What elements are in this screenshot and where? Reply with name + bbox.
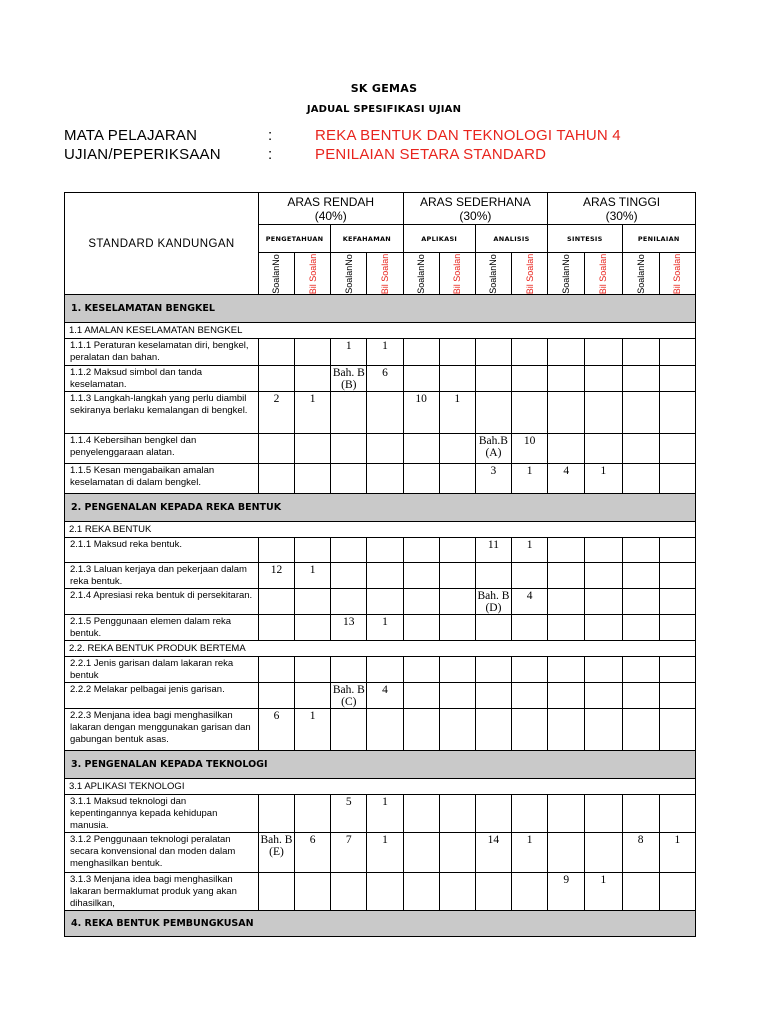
standard-description: 2.2.2 Melakar pelbagai jenis garisan. (65, 683, 259, 709)
section-title: 1. KESELAMATAN BENGKEL (65, 295, 696, 323)
soalan-no-cell (548, 538, 585, 563)
group-header-aras-tinggi: ARAS TINGGI (30%) (548, 193, 696, 225)
subheader-penilaian: PENILAIAN (622, 225, 695, 253)
bil-soalan-cell (659, 538, 695, 563)
soalan-no-cell (331, 563, 367, 589)
standard-description: 1.1.1 Peraturan keselamatan diri, bengkel, peralatan dan bahan. (65, 339, 259, 366)
soalan-no-cell (548, 563, 585, 589)
soalan-no-cell (622, 392, 659, 434)
bil-soalan-cell (439, 538, 475, 563)
bil-soalan-cell: 1 (367, 833, 403, 873)
soalan-no-cell (331, 873, 367, 911)
soalan-no-cell (403, 683, 439, 709)
table-row (65, 366, 696, 392)
standard-description: 3.1.2 Penggunaan teknologi peralatan secara konvensional dan moden dalam menghasilkan bentuk. (65, 833, 259, 873)
group-header-aras-sederhana: ARAS SEDERHANA (30%) (403, 193, 548, 225)
soalan-no-cell (403, 339, 439, 366)
bil-soalan-cell: 6 (367, 366, 403, 392)
bil-soalan-cell (295, 657, 331, 683)
soalan-no-cell (548, 657, 585, 683)
soalan-no-cell (331, 657, 367, 683)
bil-soalan-cell (439, 795, 475, 833)
soalan-no-cell (548, 709, 585, 751)
soalan-no-cell: 8 (622, 833, 659, 873)
soalan-no-cell: 2 (258, 392, 294, 434)
standard-description: 2.1.4 Apresiasi reka bentuk di persekitaran. (65, 589, 259, 615)
subsection-row (65, 323, 696, 339)
standard-description: 1.1.3 Langkah-langkah yang perlu diambil sekiranya berlaku kemalangan di bengkel. (65, 392, 259, 434)
bil-soalan-cell (367, 434, 403, 464)
subject-label: MATA PELAJARAN (64, 127, 198, 144)
table-row (65, 434, 696, 464)
soalan-no-cell: 1 (331, 339, 367, 366)
bil-soalan-cell (439, 657, 475, 683)
table-row (65, 833, 696, 873)
bil-soalan-cell (439, 464, 475, 494)
soalan-no-cell (622, 709, 659, 751)
soalan-no-cell (475, 563, 511, 589)
soalan-no-cell (403, 709, 439, 751)
bil-soalan-cell: 6 (295, 833, 331, 873)
soalan-no-cell (548, 589, 585, 615)
bil-soalan-cell (659, 464, 695, 494)
bil-soalan-cell (585, 392, 622, 434)
bil-soalan-cell (585, 833, 622, 873)
bil-soalan-cell (659, 657, 695, 683)
exam-value: PENILAIAN SETARA STANDARD (315, 146, 547, 163)
bil-soalan-cell (585, 709, 622, 751)
soalan-no-cell (475, 339, 511, 366)
col-bil-soalan: Bil Soalan (295, 253, 331, 295)
bil-soalan-cell (439, 833, 475, 873)
table-row (65, 339, 696, 366)
soalan-no-cell: 6 (258, 709, 294, 751)
soalan-no-cell (403, 873, 439, 911)
bil-soalan-cell (659, 434, 695, 464)
section-title: 2. PENGENALAN KEPADA REKA BENTUK (65, 494, 696, 522)
soalan-no-cell (403, 615, 439, 641)
bil-soalan-cell (659, 615, 695, 641)
soalan-no-cell (258, 339, 294, 366)
table-row (65, 615, 696, 641)
bil-soalan-cell (659, 683, 695, 709)
col-soalan-no: SoalanNo (331, 253, 367, 295)
bil-soalan-cell (512, 873, 548, 911)
soalan-no-cell (258, 795, 294, 833)
section-title: 3. PENGENALAN KEPADA TEKNOLOGI (65, 751, 696, 779)
subsection-row (65, 641, 696, 657)
soalan-no-cell: 12 (258, 563, 294, 589)
bil-soalan-cell (512, 366, 548, 392)
bil-soalan-cell (439, 589, 475, 615)
standard-kandungan-header: STANDARD KANDUNGAN (65, 193, 259, 295)
bil-soalan-cell (295, 873, 331, 911)
section-title: 4. REKA BENTUK PEMBUNGKUSAN (65, 911, 696, 937)
bil-soalan-cell (439, 709, 475, 751)
standard-description: 2.1.1 Maksud reka bentuk. (65, 538, 259, 563)
bil-soalan-cell (512, 709, 548, 751)
soalan-no-cell (258, 683, 294, 709)
soalan-no-cell (403, 657, 439, 683)
soalan-no-cell (331, 464, 367, 494)
section-row (65, 751, 696, 779)
bil-soalan-cell (367, 538, 403, 563)
soalan-no-cell (258, 366, 294, 392)
soalan-no-cell: 7 (331, 833, 367, 873)
subheader-aplikasi: APLIKASI (403, 225, 475, 253)
soalan-no-cell (403, 833, 439, 873)
bil-soalan-cell (512, 615, 548, 641)
bil-soalan-cell (439, 873, 475, 911)
bil-soalan-cell (585, 339, 622, 366)
soalan-no-cell: 4 (548, 464, 585, 494)
specification-table (64, 192, 696, 937)
bil-soalan-cell: 1 (585, 873, 622, 911)
bil-soalan-cell (367, 589, 403, 615)
bil-soalan-cell: 1 (512, 538, 548, 563)
soalan-no-cell (475, 657, 511, 683)
bil-soalan-cell (512, 683, 548, 709)
table-row (65, 563, 696, 589)
soalan-no-cell: Bah. B (E) (258, 833, 294, 873)
col-bil-soalan: Bil Soalan (659, 253, 695, 295)
soalan-no-cell (475, 366, 511, 392)
soalan-no-cell (548, 795, 585, 833)
standard-description: 2.1.3 Laluan kerjaya dan pekerjaan dalam reka bentuk. (65, 563, 259, 589)
bil-soalan-cell: 1 (367, 339, 403, 366)
bil-soalan-cell (295, 339, 331, 366)
soalan-no-cell (331, 709, 367, 751)
standard-description: 2.1.5 Penggunaan elemen dalam reka bentuk. (65, 615, 259, 641)
soalan-no-cell (622, 339, 659, 366)
soalan-no-cell (622, 366, 659, 392)
bil-soalan-cell (585, 615, 622, 641)
soalan-no-cell: 11 (475, 538, 511, 563)
bil-soalan-cell (659, 589, 695, 615)
soalan-no-cell (475, 615, 511, 641)
col-soalan-no: SoalanNo (622, 253, 659, 295)
table-row (65, 795, 696, 833)
col-soalan-no: SoalanNo (548, 253, 585, 295)
bil-soalan-cell (367, 709, 403, 751)
soalan-no-cell (403, 589, 439, 615)
subheader-sintesis: SINTESIS (548, 225, 622, 253)
soalan-no-cell (548, 434, 585, 464)
soalan-no-cell (258, 657, 294, 683)
col-bil-soalan: Bil Soalan (367, 253, 403, 295)
bil-soalan-cell (585, 589, 622, 615)
bil-soalan-cell: 1 (585, 464, 622, 494)
soalan-no-cell (331, 434, 367, 464)
soalan-no-cell (622, 434, 659, 464)
soalan-no-cell: Bah. B (B) (331, 366, 367, 392)
bil-soalan-cell (659, 339, 695, 366)
soalan-no-cell (331, 589, 367, 615)
exam-colon: : (268, 146, 273, 163)
col-bil-soalan: Bil Soalan (585, 253, 622, 295)
soalan-no-cell: 13 (331, 615, 367, 641)
bil-soalan-cell (512, 339, 548, 366)
bil-soalan-cell (295, 366, 331, 392)
bil-soalan-cell: 1 (295, 392, 331, 434)
bil-soalan-cell (295, 538, 331, 563)
bil-soalan-cell: 1 (367, 795, 403, 833)
bil-soalan-cell (512, 392, 548, 434)
soalan-no-cell: Bah.B (A) (475, 434, 511, 464)
bil-soalan-cell: 1 (295, 709, 331, 751)
subject-value: REKA BENTUK DAN TEKNOLOGI TAHUN 4 (315, 127, 621, 144)
bil-soalan-cell (439, 366, 475, 392)
soalan-no-cell: 3 (475, 464, 511, 494)
bil-soalan-cell (367, 464, 403, 494)
table-row (65, 538, 696, 563)
bil-soalan-cell: 10 (512, 434, 548, 464)
bil-soalan-cell (439, 563, 475, 589)
soalan-no-cell: Bah. B (C) (331, 683, 367, 709)
col-bil-soalan: Bil Soalan (512, 253, 548, 295)
section-row (65, 911, 696, 937)
bil-soalan-cell: 1 (512, 833, 548, 873)
bil-soalan-cell (295, 795, 331, 833)
standard-description: 2.2.1 Jenis garisan dalam lakaran reka bentuk (65, 657, 259, 683)
subsection-row (65, 779, 696, 795)
bil-soalan-cell (367, 657, 403, 683)
bil-soalan-cell (512, 563, 548, 589)
bil-soalan-cell (439, 683, 475, 709)
soalan-no-cell: 14 (475, 833, 511, 873)
soalan-no-cell (258, 589, 294, 615)
bil-soalan-cell (439, 339, 475, 366)
subsection-title: 3.1 APLIKASI TEKNOLOGI (65, 779, 696, 795)
subsection-title: 2.2. REKA BENTUK PRODUK BERTEMA (65, 641, 696, 657)
subsection-row (65, 522, 696, 538)
soalan-no-cell: Bah. B (D) (475, 589, 511, 615)
bil-soalan-cell (295, 615, 331, 641)
bil-soalan-cell (659, 563, 695, 589)
bil-soalan-cell: 4 (512, 589, 548, 615)
soalan-no-cell (548, 615, 585, 641)
bil-soalan-cell (585, 538, 622, 563)
soalan-no-cell (622, 795, 659, 833)
standard-description: 1.1.4 Kebersihan bengkel dan penyelenggaraan alatan. (65, 434, 259, 464)
group-header-aras-rendah: ARAS RENDAH (40%) (258, 193, 403, 225)
table-row (65, 392, 696, 434)
school-name: SK GEMAS (350, 82, 418, 95)
table-row (65, 464, 696, 494)
soalan-no-cell: 9 (548, 873, 585, 911)
table-row (65, 873, 696, 911)
soalan-no-cell (258, 538, 294, 563)
soalan-no-cell (475, 392, 511, 434)
soalan-no-cell (622, 589, 659, 615)
soalan-no-cell (258, 434, 294, 464)
soalan-no-cell (475, 795, 511, 833)
bil-soalan-cell: 1 (367, 615, 403, 641)
soalan-no-cell (403, 464, 439, 494)
soalan-no-cell (403, 434, 439, 464)
bil-soalan-cell (295, 434, 331, 464)
bil-soalan-cell (659, 795, 695, 833)
standard-description: 3.1.3 Menjana idea bagi menghasilkan lakaran bermaklumat produk yang akan dihasilkan, (65, 873, 259, 911)
soalan-no-cell (622, 873, 659, 911)
soalan-no-cell (331, 392, 367, 434)
soalan-no-cell (403, 563, 439, 589)
soalan-no-cell (622, 563, 659, 589)
bil-soalan-cell (512, 795, 548, 833)
col-soalan-no: SoalanNo (258, 253, 294, 295)
soalan-no-cell (622, 683, 659, 709)
subsection-title: 2.1 REKA BENTUK (65, 522, 696, 538)
soalan-no-cell (548, 339, 585, 366)
soalan-no-cell (622, 657, 659, 683)
col-soalan-no: SoalanNo (403, 253, 439, 295)
bil-soalan-cell (585, 563, 622, 589)
bil-soalan-cell (585, 795, 622, 833)
table-row (65, 589, 696, 615)
col-soalan-no: SoalanNo (475, 253, 511, 295)
soalan-no-cell (475, 683, 511, 709)
table-row (65, 709, 696, 751)
bil-soalan-cell: 1 (659, 833, 695, 873)
bil-soalan-cell: 1 (295, 563, 331, 589)
standard-description: 3.1.1 Maksud teknologi dan kepentingannya kepada kehidupan manusia. (65, 795, 259, 833)
soalan-no-cell (475, 873, 511, 911)
exam-label: UJIAN/PEPERIKSAAN (64, 146, 221, 163)
bil-soalan-cell (585, 434, 622, 464)
bil-soalan-cell (512, 657, 548, 683)
standard-description: 1.1.5 Kesan mengabaikan amalan keselamatan di dalam bengkel. (65, 464, 259, 494)
subheader-analisis: ANALISIS (475, 225, 547, 253)
table-row (65, 683, 696, 709)
soalan-no-cell (548, 833, 585, 873)
soalan-no-cell (622, 615, 659, 641)
document-title: JADUAL SPESIFIKASI UJIAN (306, 104, 462, 115)
bil-soalan-cell (585, 657, 622, 683)
standard-description: 1.1.2 Maksud simbol dan tanda keselamatan. (65, 366, 259, 392)
soalan-no-cell (403, 795, 439, 833)
table-row (65, 657, 696, 683)
bil-soalan-cell (659, 709, 695, 751)
bil-soalan-cell (585, 366, 622, 392)
bil-soalan-cell (659, 366, 695, 392)
section-row (65, 494, 696, 522)
soalan-no-cell (548, 683, 585, 709)
soalan-no-cell (548, 392, 585, 434)
bil-soalan-cell: 1 (439, 392, 475, 434)
bil-soalan-cell (439, 434, 475, 464)
bil-soalan-cell (367, 392, 403, 434)
soalan-no-cell (258, 615, 294, 641)
bil-soalan-cell (367, 563, 403, 589)
bil-soalan-cell (295, 464, 331, 494)
bil-soalan-cell (585, 683, 622, 709)
soalan-no-cell (622, 464, 659, 494)
soalan-no-cell (258, 873, 294, 911)
soalan-no-cell (548, 366, 585, 392)
soalan-no-cell (403, 366, 439, 392)
soalan-no-cell: 5 (331, 795, 367, 833)
section-row (65, 295, 696, 323)
subheader-pengetahuan: PENGETAHUAN (258, 225, 330, 253)
soalan-no-cell (331, 538, 367, 563)
subsection-title: 1.1 AMALAN KESELAMATAN BENGKEL (65, 323, 696, 339)
bil-soalan-cell (659, 873, 695, 911)
soalan-no-cell (622, 538, 659, 563)
soalan-no-cell: 10 (403, 392, 439, 434)
bil-soalan-cell (295, 683, 331, 709)
soalan-no-cell (475, 709, 511, 751)
bil-soalan-cell: 4 (367, 683, 403, 709)
soalan-no-cell (403, 538, 439, 563)
bil-soalan-cell (439, 615, 475, 641)
col-bil-soalan: Bil Soalan (439, 253, 475, 295)
bil-soalan-cell (295, 589, 331, 615)
soalan-no-cell (258, 464, 294, 494)
subject-colon: : (268, 127, 273, 144)
bil-soalan-cell: 1 (512, 464, 548, 494)
bil-soalan-cell (367, 873, 403, 911)
subheader-kefahaman: KEFAHAMAN (331, 225, 403, 253)
bil-soalan-cell (659, 392, 695, 434)
standard-description: 2.2.3 Menjana idea bagi menghasilkan lakaran dengan menggunakan garisan dan gabungan bentuk asas. (65, 709, 259, 751)
